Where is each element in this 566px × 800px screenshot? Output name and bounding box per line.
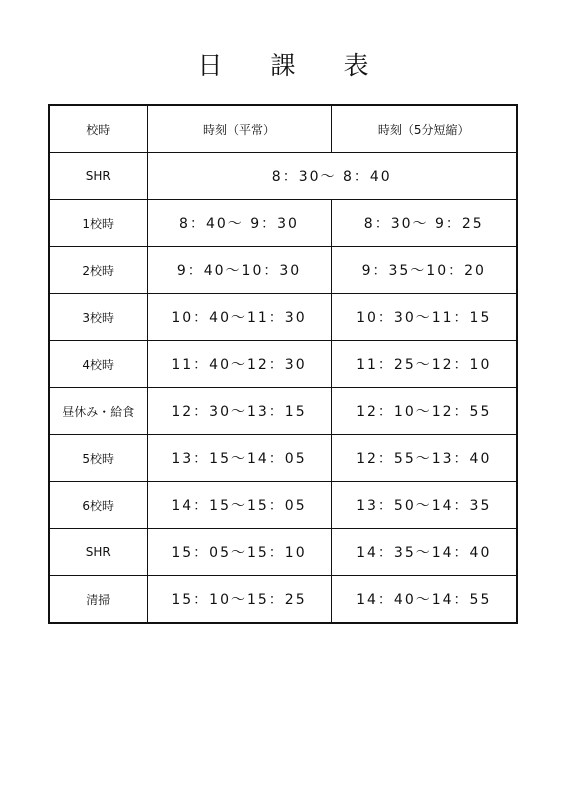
normal-time: 9：40～10：30 — [147, 247, 331, 294]
header-row — [49, 105, 517, 153]
short-time: 12：55～13：40 — [331, 435, 517, 482]
short-time: 10：30～11：15 — [331, 294, 517, 341]
period-label: 4校時 — [49, 341, 147, 388]
period-label: SHR — [49, 529, 147, 576]
table-row — [49, 529, 517, 576]
period-label: 清掃 — [49, 576, 147, 624]
period-label: 3校時 — [49, 294, 147, 341]
short-time: 8：30～ 9：25 — [331, 200, 517, 247]
table-row — [49, 482, 517, 529]
period-label: SHR — [49, 153, 147, 200]
table-row — [49, 388, 517, 435]
normal-time: 15：05～15：10 — [147, 529, 331, 576]
period-label: 1校時 — [49, 200, 147, 247]
period-label: 昼休み・給食 — [49, 388, 147, 435]
table-row — [49, 200, 517, 247]
normal-time: 14：15～15：05 — [147, 482, 331, 529]
page-title: 日 課 表 — [197, 51, 389, 80]
short-time: 9：35～10：20 — [331, 247, 517, 294]
period-label: 5校時 — [49, 435, 147, 482]
table-row — [49, 341, 517, 388]
short-time: 13：50～14：35 — [331, 482, 517, 529]
table-row — [49, 576, 517, 624]
normal-time: 12：30～13：15 — [147, 388, 331, 435]
short-time: 11：25～12：10 — [331, 341, 517, 388]
header-period: 校時 — [49, 105, 147, 153]
shr-morning-time: 8：30～ 8：40 — [147, 153, 517, 200]
table-row — [49, 435, 517, 482]
normal-time: 11：40～12：30 — [147, 341, 331, 388]
table-row — [49, 247, 517, 294]
header-short-time: 時刻（5分短縮） — [331, 105, 517, 153]
normal-time: 10：40～11：30 — [147, 294, 331, 341]
period-label: 6校時 — [49, 482, 147, 529]
header-normal-time: 時刻（平常） — [147, 105, 331, 153]
normal-time: 15：10～15：25 — [147, 576, 331, 624]
table-row-shr-morning — [49, 153, 517, 200]
normal-time: 13：15～14：05 — [147, 435, 331, 482]
normal-time: 8：40～ 9：30 — [147, 200, 331, 247]
period-label: 2校時 — [49, 247, 147, 294]
short-time: 14：35～14：40 — [331, 529, 517, 576]
short-time: 14：40～14：55 — [331, 576, 517, 624]
schedule-table — [48, 104, 518, 624]
table-row — [49, 294, 517, 341]
short-time: 12：10～12：55 — [331, 388, 517, 435]
